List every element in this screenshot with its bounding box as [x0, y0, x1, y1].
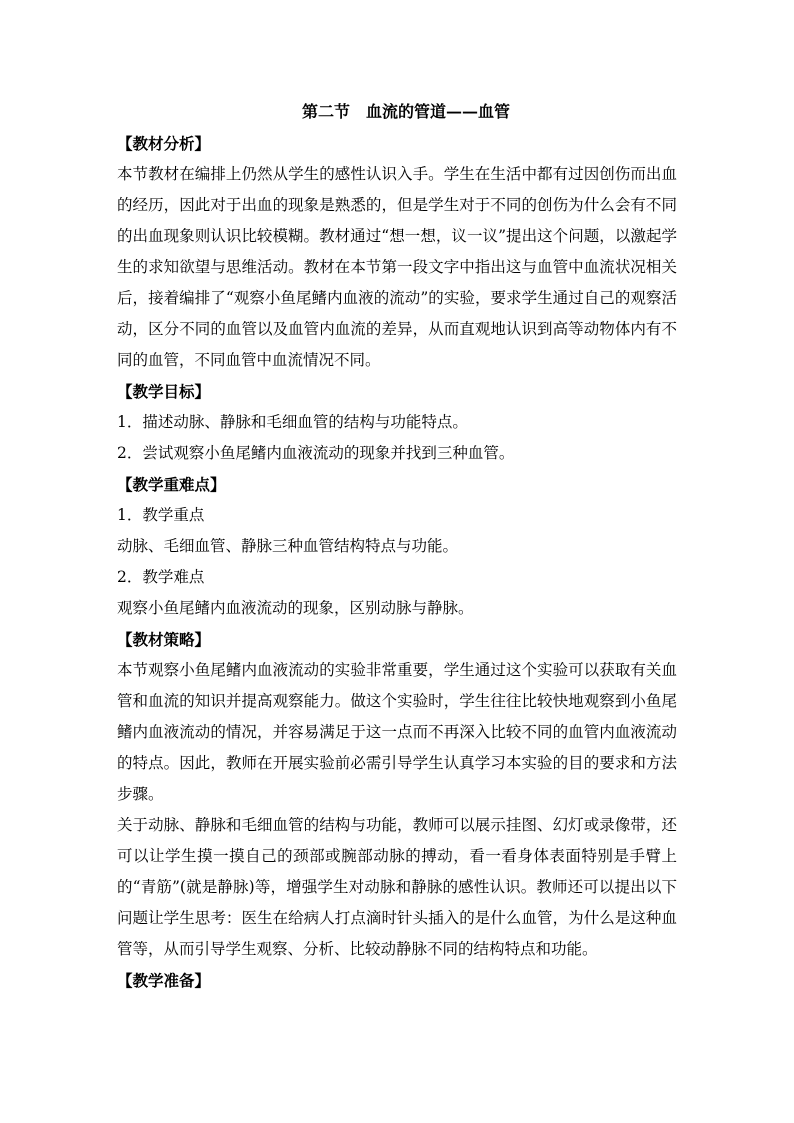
- teaching-goal-item: 2．尝试观察小鱼尾鳍内血液流动的现象并找到三种血管。: [117, 444, 515, 462]
- section-heading-textbook-analysis: 【教材分析】: [117, 134, 211, 153]
- section-heading-teaching-goals: 【教学目标】: [117, 382, 211, 401]
- difficult-point-text: 观察小鱼尾鳍内血液流动的现象，区别动脉与静脉。: [117, 599, 474, 617]
- section-heading-textbook-strategy: 【教材策略】: [117, 630, 211, 649]
- key-point-label: 1．教学重点: [117, 506, 205, 524]
- strategy-paragraph: 关于动脉、静脉和毛细血管的结构与功能，教师可以展示挂图、幻灯或录像带，还可以让学生摸一摸自己的颈部或腕部动脉的搏动，看一看身体表面特别是手臂上的“青筋”(就是静脉)等，增强学生对动脉和静脉的感性认识。教师还可以提出以下问题让学生思考：医生在给病人打点滴时针头插入的是什么血管，为什么是这种血管等，从而引导学生观察、分析、比较动静脉不同的结构特点和功能。: [117, 816, 677, 958]
- difficult-point-label: 2．教学难点: [117, 568, 205, 586]
- page-title: 第二节 血流的管道——血管: [301, 102, 510, 121]
- teaching-goal-item: 1．描述动脉、静脉和毛细血管的结构与功能特点。: [117, 413, 468, 431]
- section-heading-key-difficult-points: 【教学重难点】: [117, 475, 226, 494]
- strategy-paragraph: 本节观察小鱼尾鳍内血液流动的实验非常重要，学生通过这个实验可以获取有关血管和血流的知识并提高观察能力。做这个实验时，学生往往比较快地观察到小鱼尾鳍内血液流动的情况，并容易满足于这一点而不再深入比较不同的血管内血液流动的特点。因此，教师在开展实验前必需引导学生认真学习本实验的目的要求和方法步骤。: [117, 661, 677, 803]
- textbook-analysis-paragraph: 本节教材在编排上仍然从学生的感性认识入手。学生在生活中都有过因创伤而出血的经历，因此对于出血的现象是熟悉的，但是学生对于不同的创伤为什么会有不同的出血现象则认识比较模糊。教材通过“想一想，议一议”提出这个问题，以激起学生的求知欲望与思维活动。教材在本节第一段文字中指出这与血管中血流状况相关后，接着编排了“观察小鱼尾鳍内血液的流动”的实验，要求学生通过自己的观察活动，区分不同的血管以及血管内血流的差异，从而直观地认识到高等动物体内有不同的血管，不同血管中血流情况不同。: [117, 165, 677, 369]
- key-point-text: 动脉、毛细血管、静脉三种血管结构特点与功能。: [117, 537, 459, 555]
- section-heading-teaching-preparation: 【教学准备】: [117, 971, 211, 990]
- document-page: [117, 98, 677, 996]
